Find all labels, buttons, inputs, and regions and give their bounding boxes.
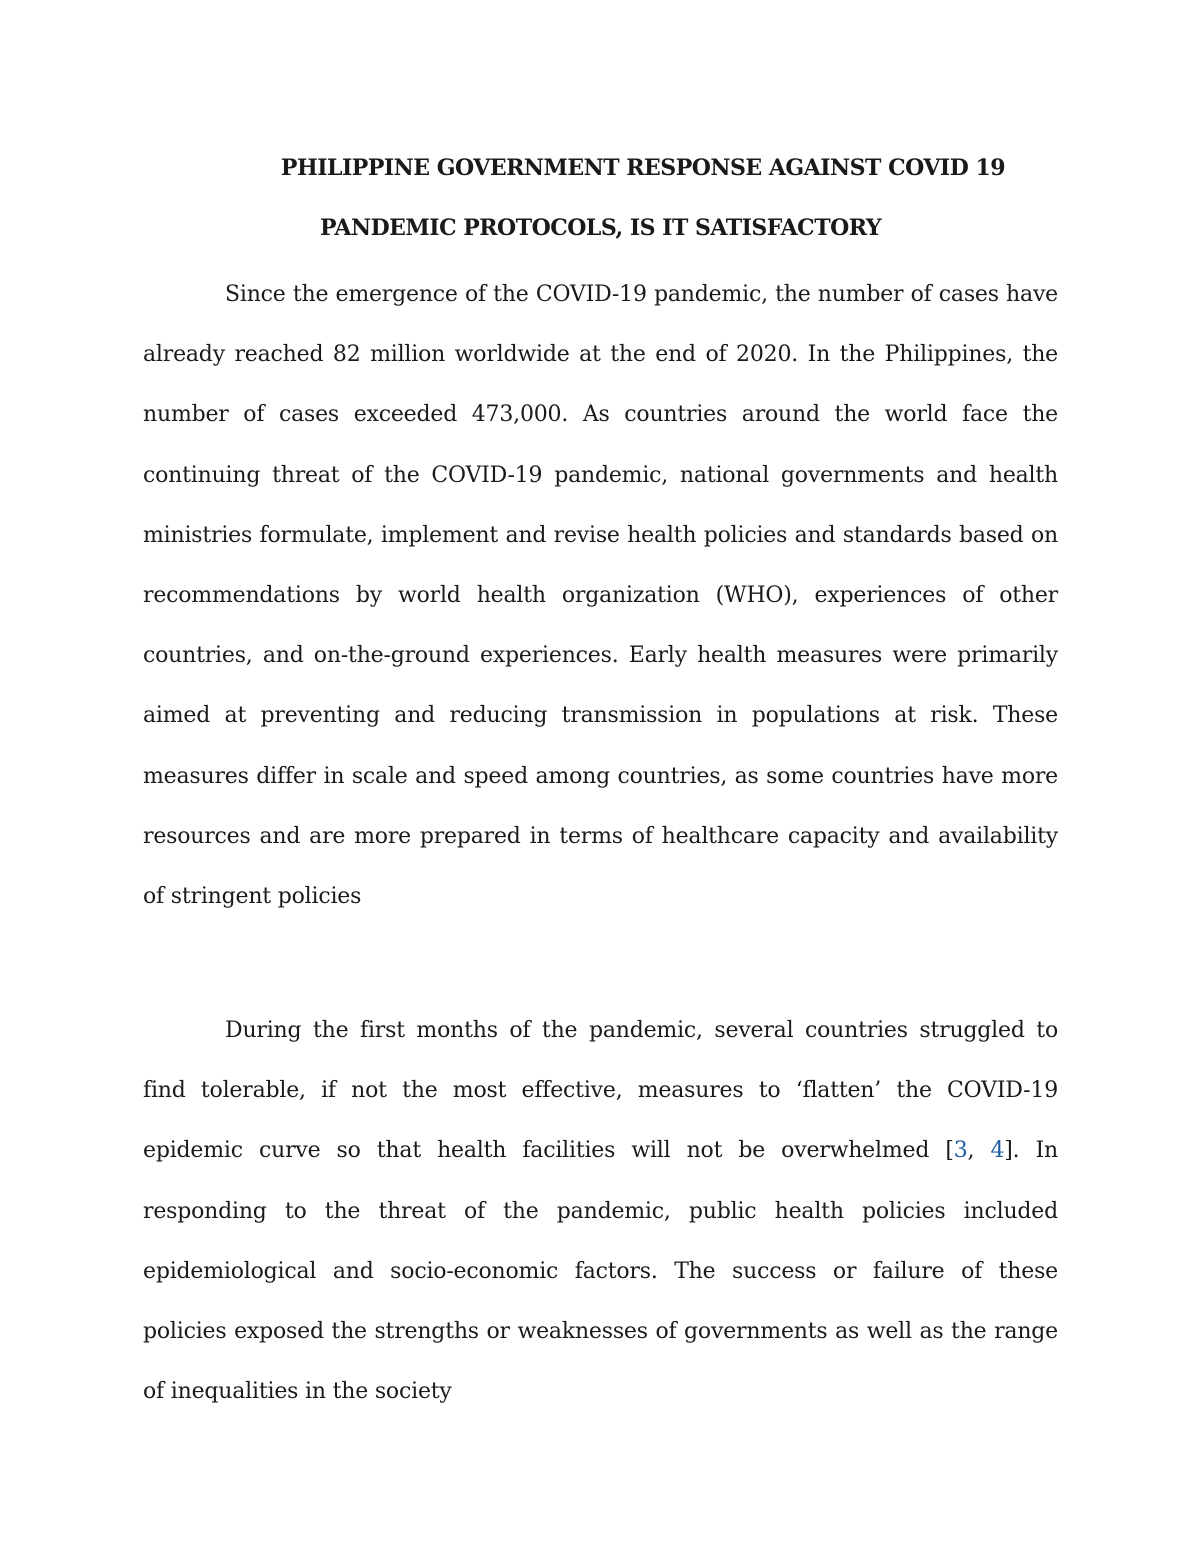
citation-link-3[interactable]: 3 bbox=[953, 1138, 968, 1164]
paragraph-1-text: Since the emergence of the COVID-19 pandemic, the number of cases have already reached 82 million worldwide at the end of 2020. In the Philippines, the number of cases exceeded 473,000. As countries around the world face the continuing threat of the COVID-19 pandemic, national governments and health ministries formulate, implement and revise health policies and standards based on recommendations by world health organization (WHO), experiences of other countries, and on-the-ground experiences. Early health measures were primarily aimed at preventing and reducing transmission in populations at risk. These measures differ in scale and speed among countries, as some countries have more resources and are more prepared in terms of healthcare capacity and availability of stringent policies bbox=[143, 282, 1058, 910]
document-title bbox=[143, 138, 1058, 258]
paragraph-2-text bbox=[143, 1001, 1058, 1422]
title-line-1: PHILIPPINE GOVERNMENT RESPONSE AGAINST COVID 19 bbox=[280, 155, 1006, 181]
citation-separator: , bbox=[967, 1138, 991, 1164]
paragraph-2 bbox=[143, 1001, 1058, 1422]
title-line-2: PANDEMIC PROTOCOLS, IS IT SATISFACTORY bbox=[319, 215, 882, 241]
paragraph-2-text-end: ]. In responding to the threat of the pandemic, public health policies included epidemiological and socio-economic factors. The success or failure of these policies exposed the strengths or weaknesses of governments as well as the range of inequalities in the society bbox=[143, 1138, 1059, 1405]
paragraph-1 bbox=[143, 265, 1058, 927]
paragraph-2-text-start: During the first months of the pandemic, several countries struggled to find tolerable, if not the most effective, measures to ‘flatten’ the COVID-19 epidemic curve so that health facilities will not be overwhelmed [ bbox=[143, 1018, 1058, 1164]
citation-link-4[interactable]: 4 bbox=[990, 1138, 1005, 1164]
